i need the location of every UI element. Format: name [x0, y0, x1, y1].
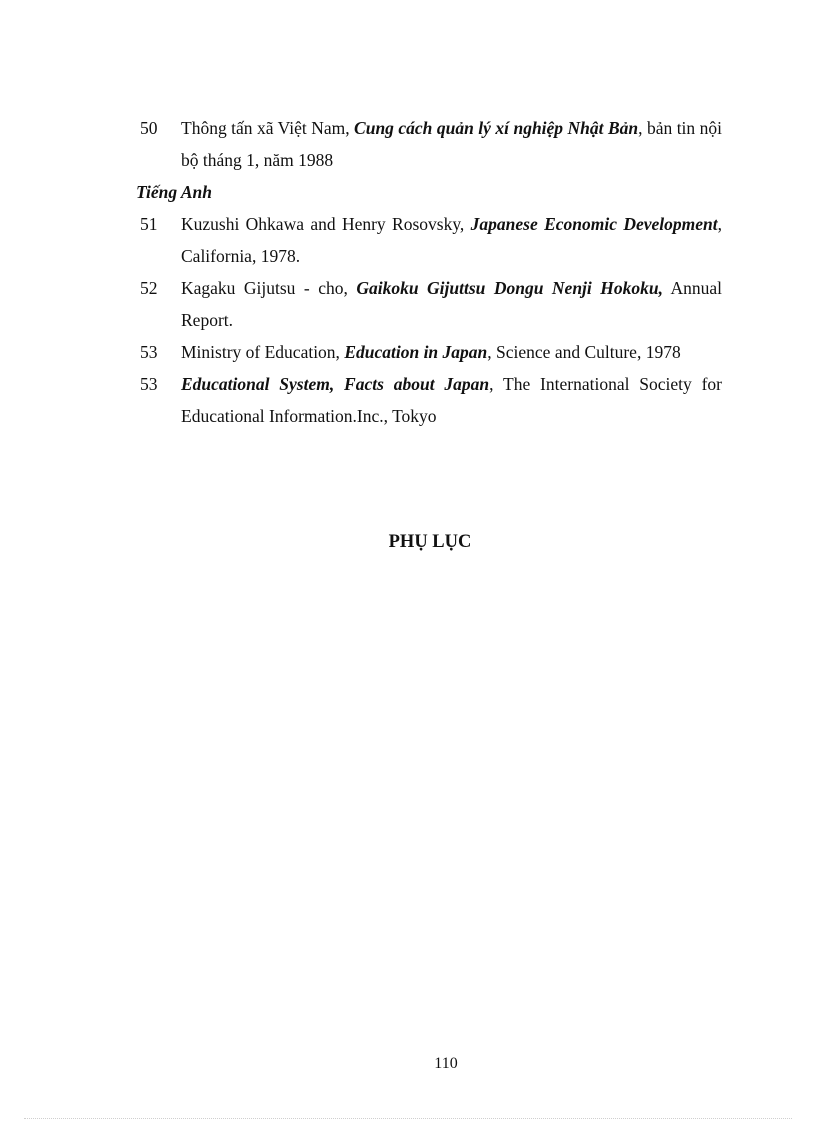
- reference-list: [136, 112, 722, 432]
- reference-details: , The International Society for Educational Information.Inc., Tokyo: [181, 374, 722, 426]
- reference-text: [181, 208, 722, 272]
- appendix-title: PHỤ LỤC: [388, 532, 472, 552]
- reference-details: Annual Report.: [181, 278, 722, 330]
- reference-details: , California, 1978.: [181, 214, 722, 266]
- reference-authors: Kagaku Gijutsu - cho,: [181, 278, 357, 298]
- reference-number: 50: [140, 118, 158, 138]
- reference-number: 51: [140, 214, 158, 234]
- reference-authors: Kuzushi Ohkawa and Henry Rosovsky,: [181, 214, 471, 234]
- reference-title: Education in Japan: [344, 342, 488, 362]
- reference-text: [181, 336, 722, 368]
- reference-item: [140, 272, 722, 336]
- reference-title: Gaikoku Gijuttsu Dongu Nenji Hokoku,: [356, 278, 663, 298]
- reference-details: , bản tin nội bộ tháng 1, năm 1988: [181, 118, 722, 170]
- reference-number: 53: [140, 342, 158, 362]
- reference-title: Cung cách quản lý xí nghiệp Nhật Bản: [354, 118, 639, 138]
- reference-text: [181, 112, 722, 176]
- reference-number: 52: [140, 278, 158, 298]
- reference-item: [140, 208, 722, 272]
- reference-item: [140, 368, 722, 432]
- reference-text: [181, 368, 722, 432]
- reference-text: [181, 272, 722, 336]
- reference-item: [140, 112, 722, 176]
- reference-authors: Ministry of Education,: [181, 342, 345, 362]
- reference-number: 53: [140, 374, 158, 394]
- section-heading-english: Tiếng Anh: [136, 182, 213, 202]
- reference-title: Educational System, Facts about Japan: [181, 374, 490, 394]
- reference-title: Japanese Economic Development: [470, 214, 718, 234]
- reference-details: , Science and Culture, 1978: [487, 342, 681, 362]
- page-number: 110: [434, 1055, 458, 1072]
- reference-item: [140, 336, 722, 368]
- page-bottom-divider: [24, 1118, 792, 1119]
- reference-authors: Thông tấn xã Việt Nam,: [181, 118, 355, 138]
